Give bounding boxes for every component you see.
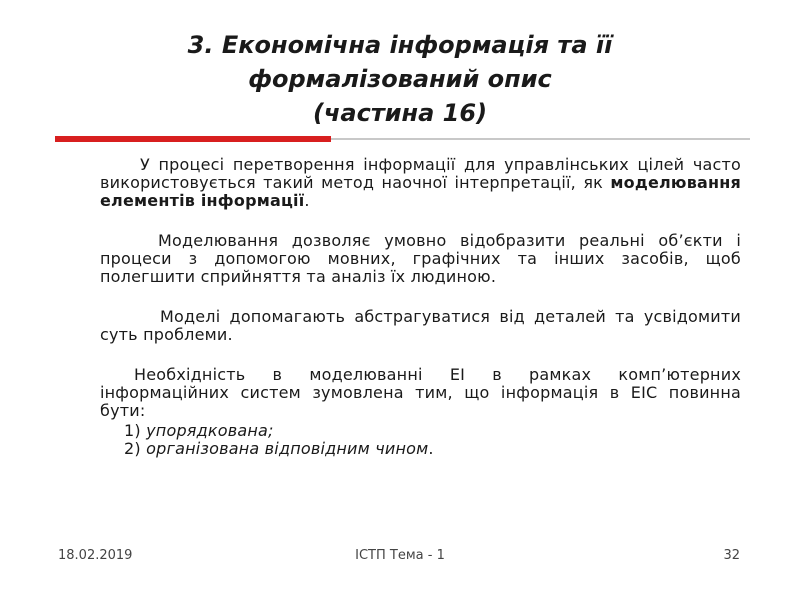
list-item-number: 1)	[124, 421, 141, 440]
divider-line	[331, 138, 750, 140]
paragraph-4: Необхідність в моделюванні ЕІ в рамках комп’ютерних інформаційних систем зумовлена тим, що інформація в ЕІС повинна бути:	[100, 365, 741, 420]
paragraph-1-end: .	[304, 191, 310, 210]
accent-bar	[55, 136, 331, 142]
paragraph-2: Моделювання дозволяє умовно відобразити реальні об’єкти і процеси з допомогою мовних, графічних та інших засобів, щоб полегшити сприйняття та аналіз їх людиною.	[100, 231, 741, 286]
title-line-1: 3. Економічна інформація та її	[187, 31, 613, 59]
title-line-2: формалізований опис	[248, 65, 552, 93]
paragraph-1-text: У процесі перетворення інформації для управлінських цілей часто використовується такий метод наочної інтерпретації, як	[100, 155, 741, 192]
list-item	[100, 422, 741, 440]
page-number: 32	[723, 548, 740, 563]
slide-title	[60, 28, 740, 130]
paragraph-1-bold: моделювання елементів інформації	[100, 173, 741, 210]
paragraph-1	[100, 156, 741, 210]
list-item-text: упорядкована;	[146, 421, 274, 440]
list-item-text: організована відповідним чином	[146, 439, 429, 458]
title-divider	[55, 136, 750, 142]
slide-body	[100, 156, 741, 458]
footer-topic: ІСТП Тема - 1	[355, 548, 445, 563]
list-item-end: .	[428, 439, 434, 458]
paragraph-3: Моделі допомагають абстрагуватися від деталей та усвідомити суть проблеми.	[100, 307, 741, 344]
requirements-list	[100, 422, 741, 458]
footer-date: 18.02.2019	[58, 548, 133, 563]
title-line-3: (частина 16)	[312, 99, 488, 127]
list-item-number: 2)	[124, 439, 141, 458]
list-item	[100, 440, 741, 458]
